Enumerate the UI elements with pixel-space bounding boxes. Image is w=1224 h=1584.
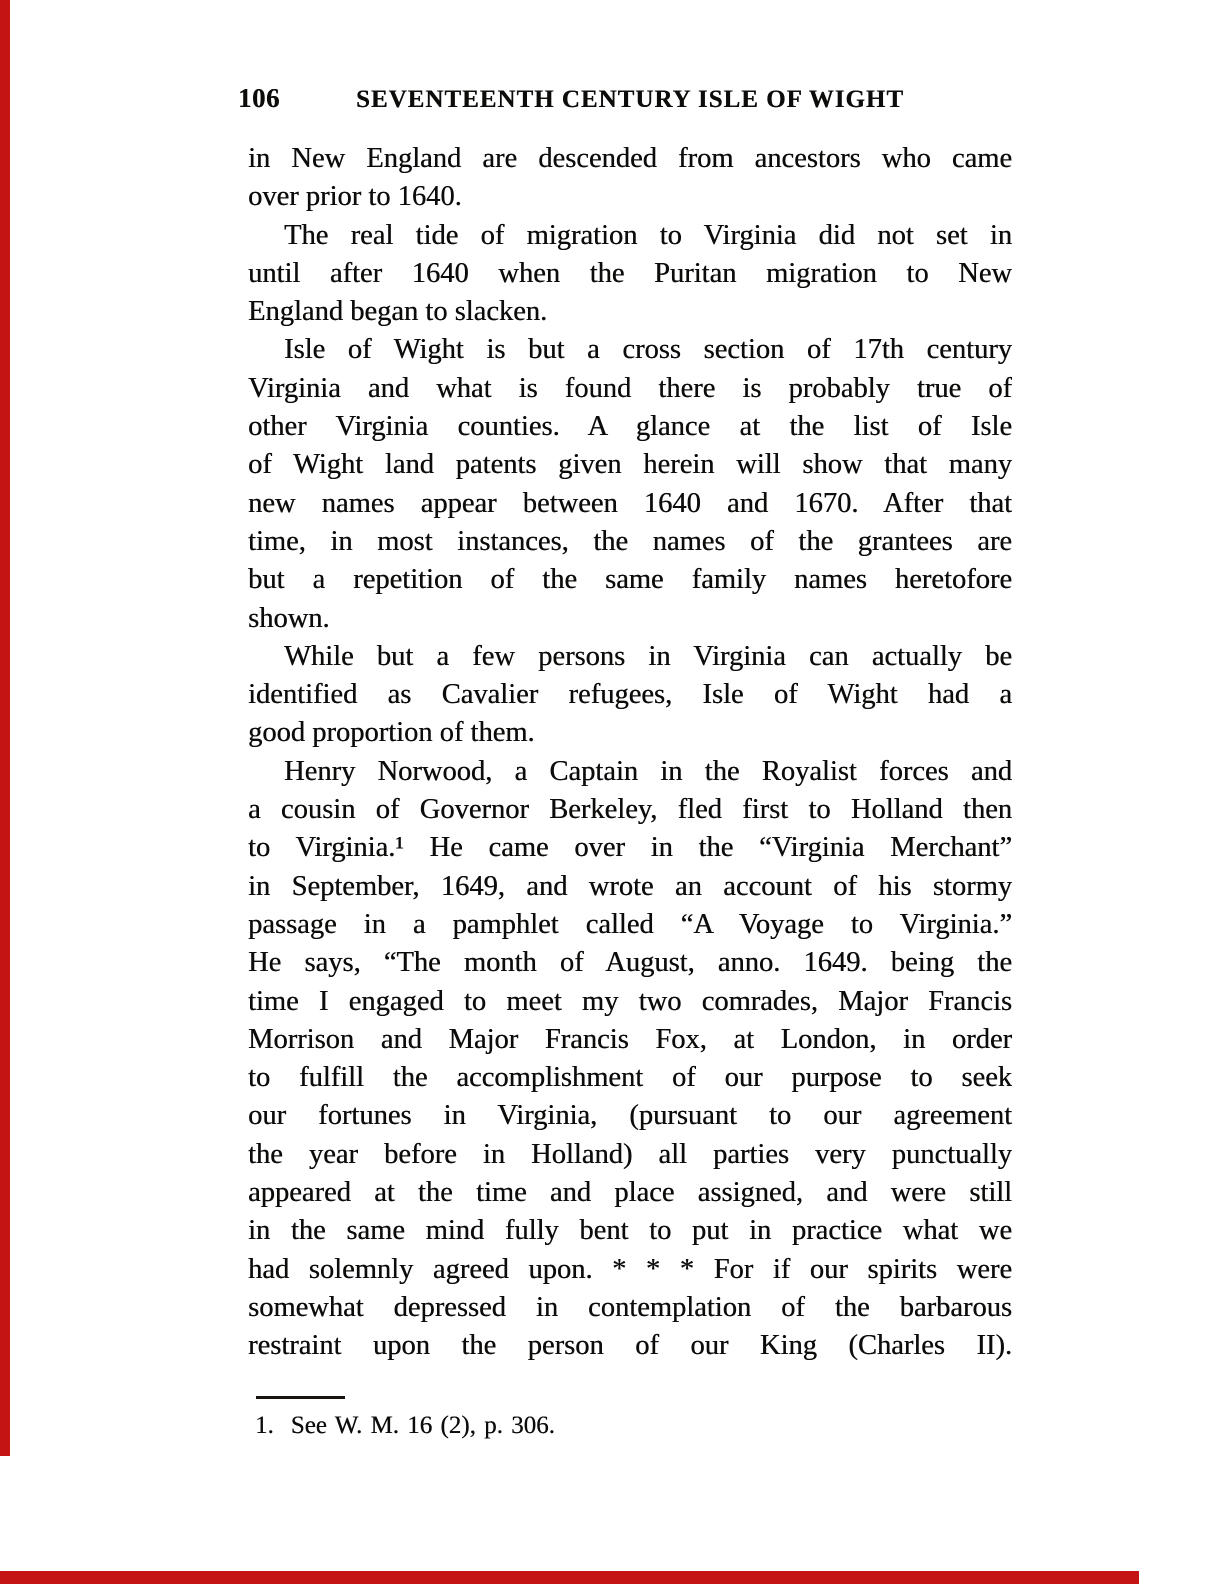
text-line: had solemnly agreed upon. * * * For if our spirits were [248, 1253, 1012, 1285]
text-line: somewhat depressed in contemplation of the barbarous [248, 1291, 1012, 1323]
text-line: appeared at the time and place assigned, and were still [248, 1177, 1012, 1209]
text-line: The real tide of migration to Virginia did not set in [284, 219, 1012, 251]
text-line: Morrison and Major Francis Fox, at London, in order [248, 1023, 1012, 1055]
text-line: passage in a pamphlet called “A Voyage to Virginia.” [248, 908, 1012, 940]
footnote-text: See W. M. 16 (2), p. 306. [290, 1412, 555, 1439]
footnote-rule [256, 1396, 345, 1399]
paragraph [248, 217, 1012, 332]
text-line: over prior to 1640. [248, 181, 462, 213]
text-line: other Virginia counties. A glance at the list of Isle [248, 411, 1012, 443]
text-line: our fortunes in Virginia, (pursuant to our agreement [248, 1100, 1012, 1132]
text-line: in September, 1649, and wrote an account of his stormy [248, 870, 1012, 902]
text-line: time I engaged to meet my two comrades, Major Francis [248, 985, 1012, 1017]
text-line: restraint upon the person of our King (Charles II). [248, 1330, 1012, 1362]
text-line: the year before in Holland) all parties very punctually [248, 1138, 1012, 1170]
running-head: SEVENTEENTH CENTURY ISLE OF WIGHT [356, 86, 904, 113]
page-number: 106 [238, 83, 280, 113]
text-line: new names appear between 1640 and 1670. After that [248, 487, 1012, 519]
text-line: While but a few persons in Virginia can actually be [284, 640, 1012, 672]
text-line: Henry Norwood, a Captain in the Royalist forces and [284, 755, 1012, 787]
scan-edge-mark-left [0, 0, 10, 1456]
text-line: good proportion of them. [248, 717, 535, 749]
paragraph [248, 140, 1012, 217]
text-line: until after 1640 when the Puritan migration to New [248, 257, 1012, 289]
text-line: identified as Cavalier refugees, Isle of Wight had a [248, 679, 1012, 711]
text-line: of Wight land patents given herein will show that many [248, 449, 1012, 481]
text-line: to Virginia.¹ He came over in the “Virginia Merchant” [248, 832, 1012, 864]
text-line: Virginia and what is found there is probably true of [248, 372, 1012, 404]
text-line: a cousin of Governor Berkeley, fled first to Holland then [248, 794, 1012, 826]
text-line: but a repetition of the same family names heretofore [248, 564, 1012, 596]
text-line: in New England are descended from ancestors who came [248, 143, 1012, 174]
paragraph [248, 638, 1012, 753]
paragraph [248, 331, 1012, 637]
text-line: in the same mind fully bent to put in practice what we [248, 1215, 1012, 1247]
text-line: to fulfill the accomplishment of our purpose to seek [248, 1062, 1012, 1094]
text-line: shown. [248, 602, 330, 634]
scan-edge-mark-bottom [0, 1571, 1139, 1584]
footnote [255, 1412, 555, 1440]
text-line: time, in most instances, the names of the grantees are [248, 525, 1012, 557]
text-line: England began to slacken. [248, 296, 548, 328]
text-line: He says, “The month of August, anno. 1649. being the [248, 947, 1012, 979]
text-line: Isle of Wight is but a cross section of 17th century [284, 334, 1012, 366]
body-text [248, 140, 1012, 1366]
paragraph [248, 753, 1012, 1366]
footnote-marker: 1. [255, 1412, 274, 1439]
